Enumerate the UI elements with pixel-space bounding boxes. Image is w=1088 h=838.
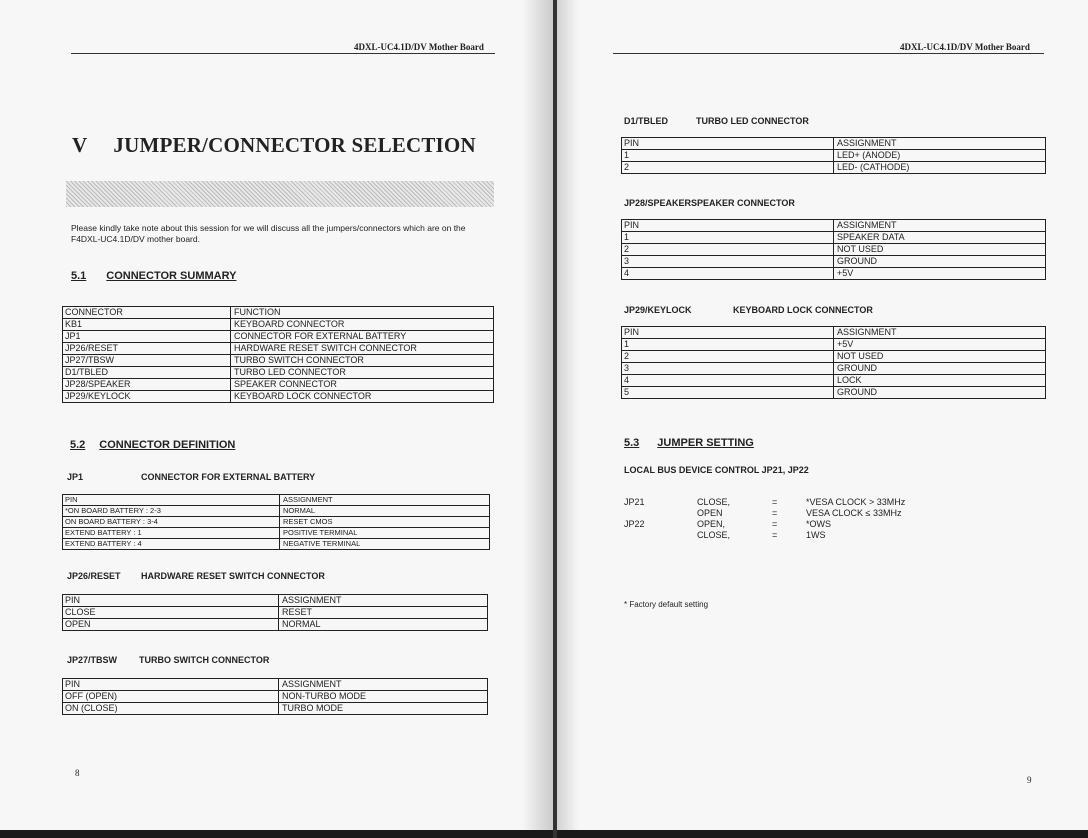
table-cell: NEGATIVE TERMINAL: [280, 539, 490, 550]
gutter-shadow: [557, 0, 579, 830]
table-header-row: [63, 679, 488, 691]
table-cell: RESET CMOS: [280, 517, 490, 528]
table-cell: ASSIGNMENT: [834, 220, 1046, 232]
table-cell: KEYBOARD CONNECTOR: [231, 319, 494, 331]
table-row: [63, 539, 490, 550]
table-cell: LOCK: [834, 375, 1046, 387]
section-title: CONNECTOR DEFINITION: [99, 439, 236, 451]
jp29-heading: [624, 305, 873, 315]
table-cell: 2: [622, 351, 834, 363]
table-header-row: [63, 307, 494, 319]
table-cell: OPEN: [63, 619, 279, 631]
equals-sign: =: [772, 508, 778, 518]
section-number: 5.2: [70, 439, 86, 451]
local-bus-heading: LOCAL BUS DEVICE CONTROL JP21, JP22: [624, 465, 809, 475]
table-cell: 2: [622, 244, 834, 256]
table-cell: PIN: [63, 495, 280, 506]
table-row: [63, 379, 494, 391]
table-cell: ASSIGNMENT: [834, 138, 1046, 150]
table-cell: KB1: [63, 319, 231, 331]
table-cell: EXTEND BATTERY : 4: [63, 539, 280, 550]
jp27-heading: [67, 655, 270, 665]
jumper-state: OPEN: [697, 508, 723, 518]
chapter-numeral: V: [72, 133, 88, 157]
table-cell: JP28/SPEAKER: [63, 379, 231, 391]
jumper-row: [624, 530, 1044, 540]
table-cell: KEYBOARD LOCK CONNECTOR: [231, 391, 494, 403]
table-cell: GROUND: [834, 363, 1046, 375]
d1-table: [621, 137, 1046, 174]
jp27-label: JP27/TBSW: [67, 655, 118, 665]
equals-sign: =: [772, 497, 778, 507]
jumper-id: JP21: [624, 497, 645, 507]
gutter-shadow: [522, 0, 553, 830]
table-row: [622, 150, 1046, 162]
header-rule: [71, 53, 495, 54]
table-cell: 3: [622, 256, 834, 268]
connector-summary-table: [62, 306, 494, 403]
table-row: [622, 232, 1046, 244]
table-row: [622, 351, 1046, 363]
jp26-table: [62, 594, 488, 631]
section-title: JUMPER SETTING: [657, 437, 754, 449]
table-row: [622, 375, 1046, 387]
jp26-heading: [67, 571, 325, 581]
header-rule: [613, 53, 1044, 54]
table-header-row: [622, 138, 1046, 150]
jp28-heading: [624, 198, 795, 208]
table-cell: CONNECTOR: [63, 307, 231, 319]
table-cell: EXTEND BATTERY : 1: [63, 528, 280, 539]
table-row: [622, 387, 1046, 399]
table-cell: POSITIVE TERMINAL: [280, 528, 490, 539]
section-number: 5.3: [624, 437, 640, 449]
table-cell: ON (CLOSE): [63, 703, 279, 715]
jp1-table: [62, 494, 490, 550]
table-cell: TURBO LED CONNECTOR: [231, 367, 494, 379]
jp1-label: JP1: [67, 472, 84, 482]
table-cell: 5: [622, 387, 834, 399]
table-cell: 4: [622, 375, 834, 387]
table-cell: TURBO SWITCH CONNECTOR: [231, 355, 494, 367]
chapter-banner: [66, 181, 494, 207]
section-title: CONNECTOR SUMMARY: [106, 270, 237, 282]
table-cell: 2: [622, 162, 834, 174]
d1-heading: [624, 116, 809, 126]
table-cell: 1: [622, 339, 834, 351]
jp27-table: [62, 678, 488, 715]
right-page: [557, 0, 1088, 830]
page-header: 4DXL-UC4.1D/DV Mother Board: [354, 42, 484, 52]
table-header-row: [622, 327, 1046, 339]
jumper-id: JP22: [624, 519, 645, 529]
table-row: [63, 703, 488, 715]
table-cell: PIN: [622, 220, 834, 232]
section-heading-5-2: [70, 439, 235, 451]
table-row: [63, 517, 490, 528]
table-cell: JP29/KEYLOCK: [63, 391, 231, 403]
table-cell: 1: [622, 150, 834, 162]
table-cell: NOT USED: [834, 244, 1046, 256]
table-cell: ASSIGNMENT: [834, 327, 1046, 339]
table-cell: TURBO MODE: [279, 703, 488, 715]
jumper-result: 1WS: [806, 530, 826, 540]
d1-desc: TURBO LED CONNECTOR: [696, 116, 809, 126]
page-number: 9: [1027, 775, 1032, 785]
jumper-row: [624, 497, 1044, 507]
table-cell: 4: [622, 268, 834, 280]
jp1-heading: [67, 472, 316, 482]
jumper-state: OPEN,: [697, 519, 726, 529]
table-cell: JP1: [63, 331, 231, 343]
table-cell: PIN: [622, 327, 834, 339]
table-row: [63, 367, 494, 379]
jp27-desc: TURBO SWITCH CONNECTOR: [139, 655, 270, 665]
equals-sign: =: [772, 519, 778, 529]
table-row: [63, 506, 490, 517]
section-heading-5-3: [624, 437, 754, 449]
table-row: [622, 339, 1046, 351]
table-row: [622, 162, 1046, 174]
table-cell: JP26/RESET: [63, 343, 231, 355]
table-row: [63, 691, 488, 703]
table-cell: NORMAL: [279, 619, 488, 631]
jumper-row: [624, 508, 1044, 518]
table-row: [63, 391, 494, 403]
table-cell: NORMAL: [280, 506, 490, 517]
table-cell: OFF (OPEN): [63, 691, 279, 703]
table-header-row: [622, 220, 1046, 232]
jp26-desc: HARDWARE RESET SWITCH CONNECTOR: [141, 571, 325, 581]
table-row: [63, 319, 494, 331]
table-cell: NON-TURBO MODE: [279, 691, 488, 703]
table-cell: CONNECTOR FOR EXTERNAL BATTERY: [231, 331, 494, 343]
chapter-title-text: JUMPER/CONNECTOR SELECTION: [113, 133, 476, 157]
chapter-title: [72, 133, 476, 158]
table-cell: PIN: [622, 138, 834, 150]
jp29-desc: KEYBOARD LOCK CONNECTOR: [733, 305, 873, 315]
jumper-state: CLOSE,: [697, 497, 731, 507]
table-cell: ASSIGNMENT: [279, 595, 488, 607]
jumper-result: *OWS: [806, 519, 832, 529]
table-header-row: [63, 595, 488, 607]
jp1-desc: CONNECTOR FOR EXTERNAL BATTERY: [141, 472, 316, 482]
table-row: [622, 363, 1046, 375]
jumper-result: VESA CLOCK ≤ 33MHz: [806, 508, 902, 518]
table-cell: PIN: [63, 595, 279, 607]
table-cell: HARDWARE RESET SWITCH CONNECTOR: [231, 343, 494, 355]
table-cell: D1/TBLED: [63, 367, 231, 379]
table-cell: +5V: [834, 268, 1046, 280]
table-cell: SPEAKER CONNECTOR: [231, 379, 494, 391]
table-row: [63, 343, 494, 355]
table-cell: ON BOARD BATTERY : 3-4: [63, 517, 280, 528]
table-cell: RESET: [279, 607, 488, 619]
d1-label: D1/TBLED: [624, 116, 669, 126]
section-heading-5-1: [71, 270, 236, 282]
table-cell: LED- (CATHODE): [834, 162, 1046, 174]
table-cell: SPEAKER DATA: [834, 232, 1046, 244]
table-cell: ASSIGNMENT: [280, 495, 490, 506]
jumper-state: CLOSE,: [697, 530, 731, 540]
jp28-table: [621, 219, 1046, 280]
jp26-label: JP26/RESET: [67, 571, 121, 581]
table-row: [622, 256, 1046, 268]
table-row: [63, 607, 488, 619]
table-cell: NOT USED: [834, 351, 1046, 363]
equals-sign: =: [772, 530, 778, 540]
jumper-result: *VESA CLOCK > 33MHz: [806, 497, 906, 507]
footnote: * Factory default setting: [624, 600, 709, 609]
table-row: [622, 268, 1046, 280]
table-cell: +5V: [834, 339, 1046, 351]
table-row: [622, 244, 1046, 256]
jp29-table: [621, 326, 1046, 399]
table-row: [63, 331, 494, 343]
table-cell: CLOSE: [63, 607, 279, 619]
section-number: 5.1: [71, 270, 87, 282]
page-number: 8: [75, 768, 80, 778]
table-cell: ASSIGNMENT: [279, 679, 488, 691]
jumper-row: [624, 519, 1044, 529]
page-header: 4DXL-UC4.1D/DV Mother Board: [900, 42, 1030, 52]
table-row: [63, 528, 490, 539]
table-cell: GROUND: [834, 387, 1046, 399]
table-cell: JP27/TBSW: [63, 355, 231, 367]
table-header-row: [63, 495, 490, 506]
table-cell: FUNCTION: [231, 307, 494, 319]
table-cell: LED+ (ANODE): [834, 150, 1046, 162]
jp28-label: JP28/SPEAKERSPEAKER CONNECTOR: [624, 198, 795, 208]
table-row: [63, 619, 488, 631]
table-cell: PIN: [63, 679, 279, 691]
jp29-label: JP29/KEYLOCK: [624, 305, 692, 315]
table-row: [63, 355, 494, 367]
table-cell: *ON BOARD BATTERY : 2-3: [63, 506, 280, 517]
table-cell: 1: [622, 232, 834, 244]
table-cell: 3: [622, 363, 834, 375]
table-cell: GROUND: [834, 256, 1046, 268]
intro-paragraph: Please kindly take note about this session for we will discuss all the jumpers/connectors which are on the F4DXL-UC4.1D/DV mother board.: [71, 223, 466, 244]
